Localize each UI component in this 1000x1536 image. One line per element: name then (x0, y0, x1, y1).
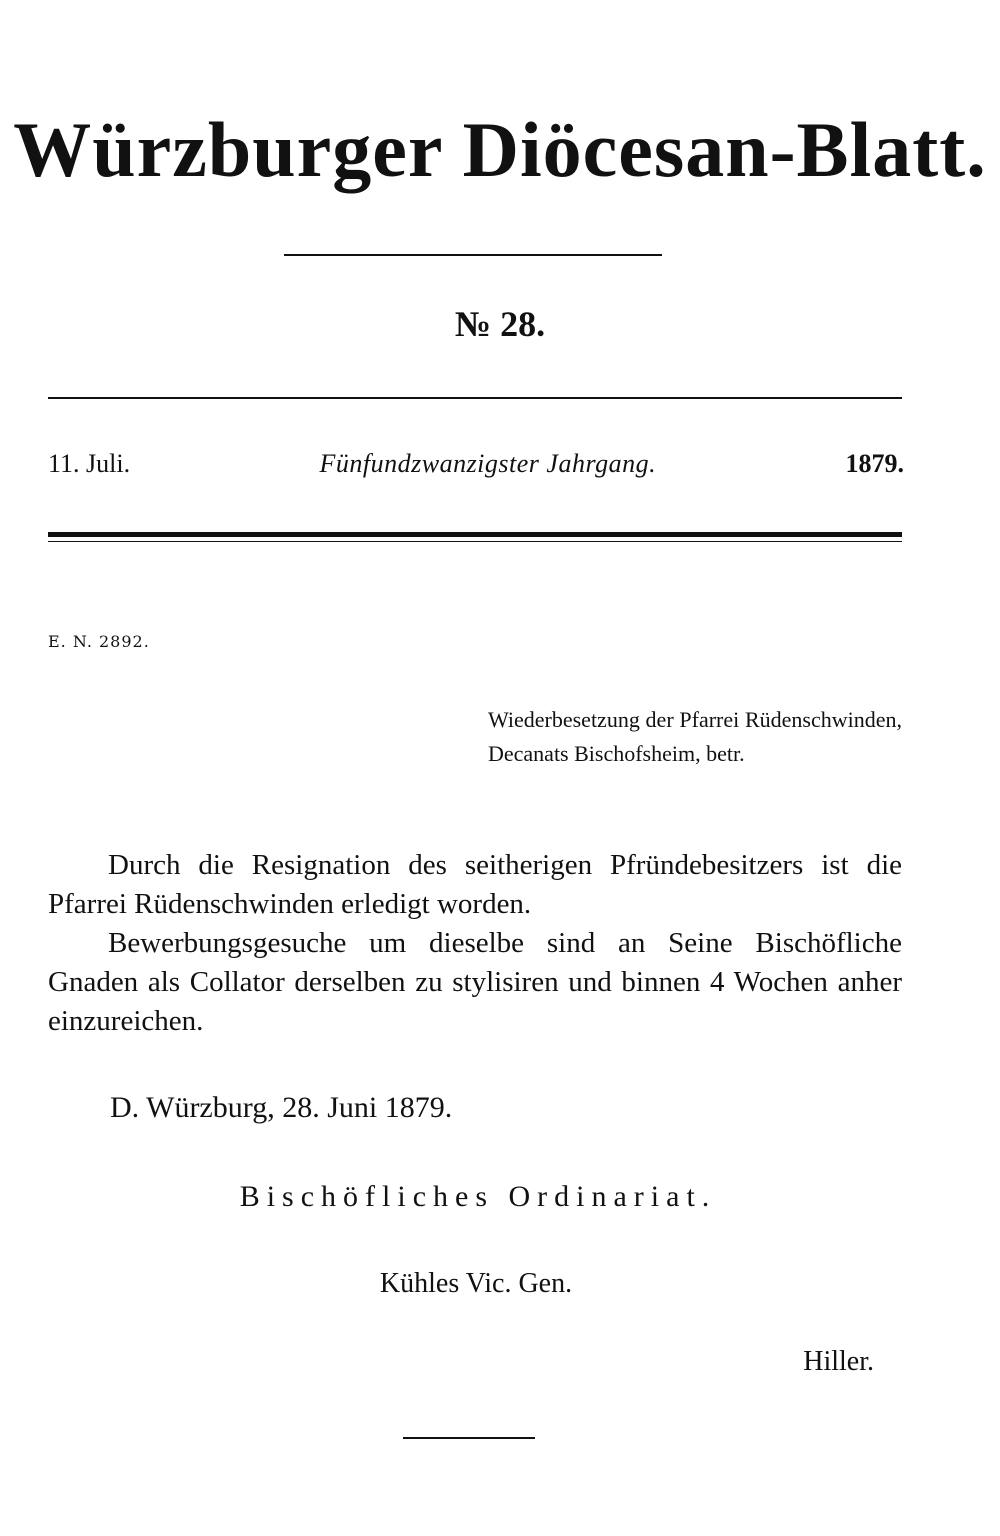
header-bottom-rule-thick (48, 532, 902, 537)
notice-subject: Wiederbesetzung der Pfarrei Rüdenschwinden, Decanats Bischofsheim, betr. (488, 707, 902, 766)
secretary-signature: Hiller. (803, 1346, 874, 1377)
issue-year: 1879. (845, 449, 904, 478)
body-paragraph: Bewerbungsgesuche um dieselbe sind an Seine Bischöfliche Gnaden als Collator derselben zu stylisiren und binnen 4 Wochen anher einzureichen. (48, 927, 902, 1037)
place-and-date: D. Würzburg, 28. Juni 1879. (110, 1091, 453, 1124)
vicar-general-signature: Kühles Vic. Gen. (379, 1268, 573, 1299)
dateline (48, 446, 904, 482)
header-top-rule (48, 397, 902, 399)
body-paragraph: Durch die Resignation des seitherigen Pfründebesitzers ist die Pfarrei Rüdenschwinden erledigt worden. (48, 849, 902, 920)
title-divider (284, 254, 662, 256)
issue-number: № 28. (454, 304, 546, 344)
volume-label: Fünfundzwanzigster Jahrgang. (319, 449, 657, 478)
header-bottom-rule-thin (48, 541, 902, 542)
publication-title: Würzburger Diöcesan-Blatt. (13, 106, 987, 193)
reference-number: E. N. 2892. (48, 632, 150, 651)
closing-divider (403, 1437, 535, 1439)
issuing-authority: Bischöfliches Ordinariat. (239, 1180, 717, 1213)
notice-body (48, 846, 902, 1041)
issue-date: 11. Juli. (48, 449, 131, 478)
